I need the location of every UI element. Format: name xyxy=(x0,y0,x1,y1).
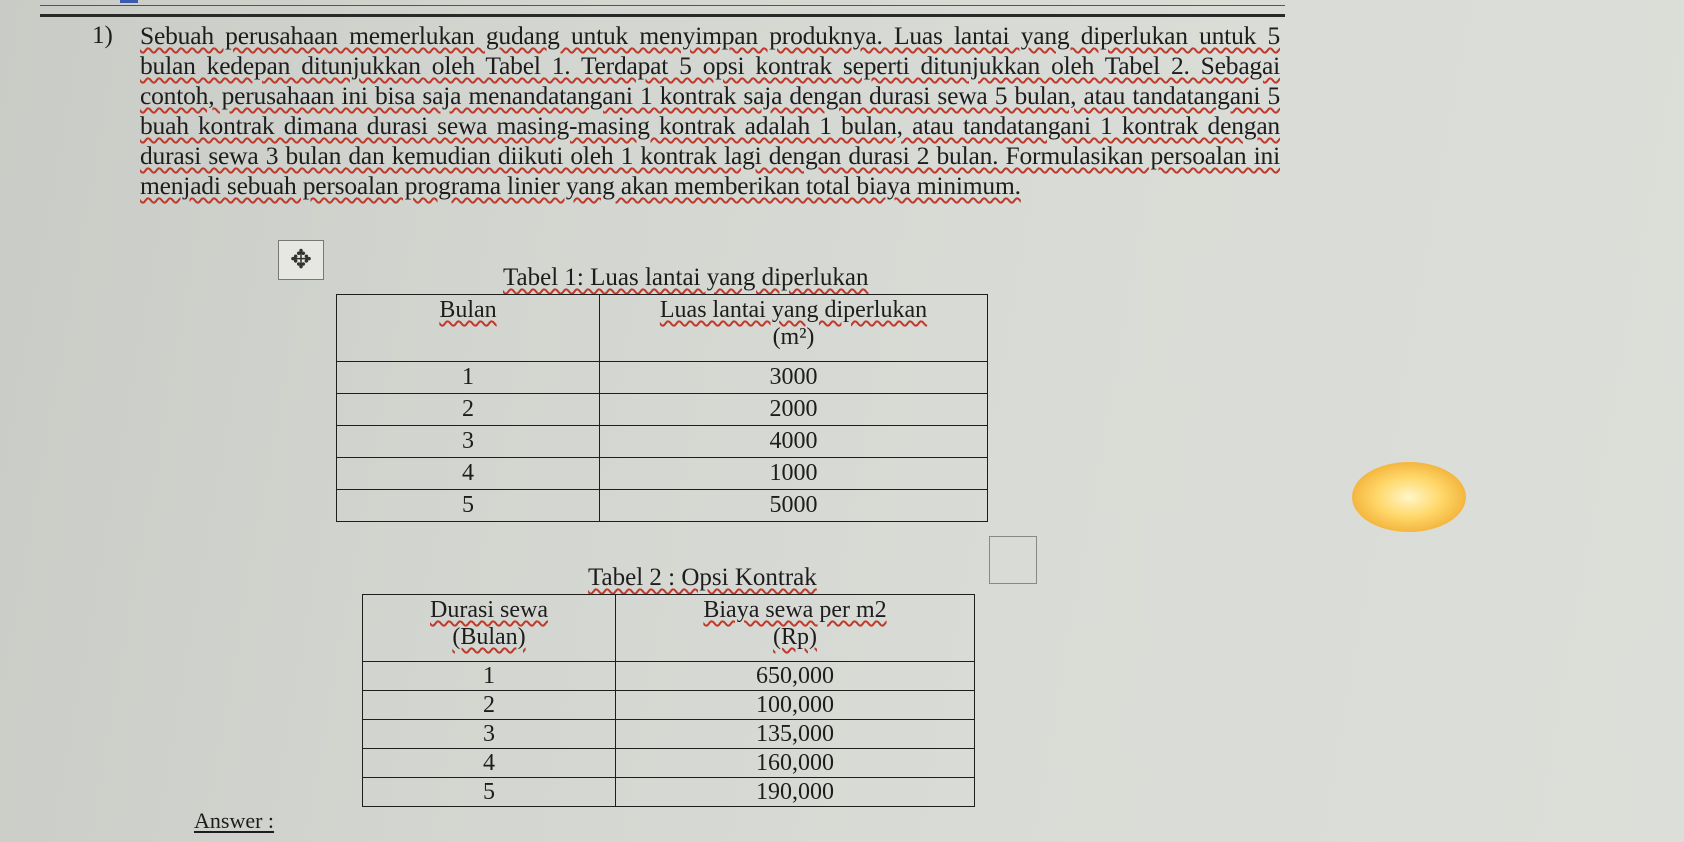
checkbox-outline[interactable] xyxy=(989,536,1037,584)
table-row xyxy=(363,720,975,749)
question-text[interactable] xyxy=(140,21,1280,201)
table-row xyxy=(337,458,988,490)
table2-header-durasi: Durasi sewa (Bulan) xyxy=(363,595,616,662)
move-arrows-icon[interactable]: ✥ xyxy=(278,240,324,280)
table-row xyxy=(337,490,988,522)
table-row xyxy=(363,691,975,720)
header-rule xyxy=(40,14,1285,17)
table2-cell: 160,000 xyxy=(616,749,975,778)
table-row xyxy=(363,778,975,807)
table-row xyxy=(337,394,988,426)
table1-cell: 2 xyxy=(337,394,600,426)
table2-cell: 1 xyxy=(363,662,616,691)
table1-cell: 3 xyxy=(337,426,600,458)
table-row xyxy=(363,749,975,778)
table-row xyxy=(337,362,988,394)
answer-label: Answer : xyxy=(194,808,275,833)
table1-cell: 2000 xyxy=(600,394,988,426)
question-number: 1) xyxy=(92,22,113,49)
table1-cell: 4 xyxy=(337,458,600,490)
table1-cell: 4000 xyxy=(600,426,988,458)
light-glare xyxy=(1352,462,1466,532)
question-body: Sebuah perusahaan memerlukan gudang untuk menyimpan produknya. Luas lantai yang diperlukan untuk 5 bulan kedepan ditunjukkan oleh Tabel 1. Terdapat 5 opsi kontrak seperti ditunjukkan oleh Tabel 2. Sebagai contoh, perusahaan ini bisa saja menandatangani 1 kontrak saja dengan durasi sewa 5 bulan, atau tandatangani 5 buah kontrak dimana durasi sewa masing-masing kontrak adalah 1 bulan, atau tandatangani 1 kontrak dengan durasi sewa 3 bulan dan kemudian diikuti oleh 1 kontrak lagi dengan durasi 2 bulan. Formulasikan persoalan ini menjadi sebuah persoalan programa linier yang akan memberikan total biaya minimum. xyxy=(140,21,1280,200)
table1-cell: 5000 xyxy=(600,490,988,522)
table2-cell: 100,000 xyxy=(616,691,975,720)
table1-cell: 1000 xyxy=(600,458,988,490)
table2-cell: 650,000 xyxy=(616,662,975,691)
table-row xyxy=(363,662,975,691)
table2-cell: 2 xyxy=(363,691,616,720)
table1-header-bulan: Bulan xyxy=(337,295,600,362)
table2-cell: 5 xyxy=(363,778,616,807)
table2-cell: 135,000 xyxy=(616,720,975,749)
table1-cell: 5 xyxy=(337,490,600,522)
table-row xyxy=(337,426,988,458)
header-rule-thin xyxy=(40,5,1285,6)
table1-header-luas: Luas lantai yang diperlukan (m²) xyxy=(600,295,988,362)
table1-caption: Tabel 1: Luas lantai yang diperlukan xyxy=(503,264,869,291)
table2[interactable] xyxy=(362,594,975,807)
table2-cell: 190,000 xyxy=(616,778,975,807)
table2-cell: 3 xyxy=(363,720,616,749)
table1[interactable] xyxy=(336,294,988,522)
table1-cell: 1 xyxy=(337,362,600,394)
table2-caption: Tabel 2 : Opsi Kontrak xyxy=(588,564,817,591)
table1-cell: 3000 xyxy=(600,362,988,394)
selection-mark xyxy=(120,0,138,3)
table2-cell: 4 xyxy=(363,749,616,778)
table2-header-biaya: Biaya sewa per m2 (Rp) xyxy=(616,595,975,662)
